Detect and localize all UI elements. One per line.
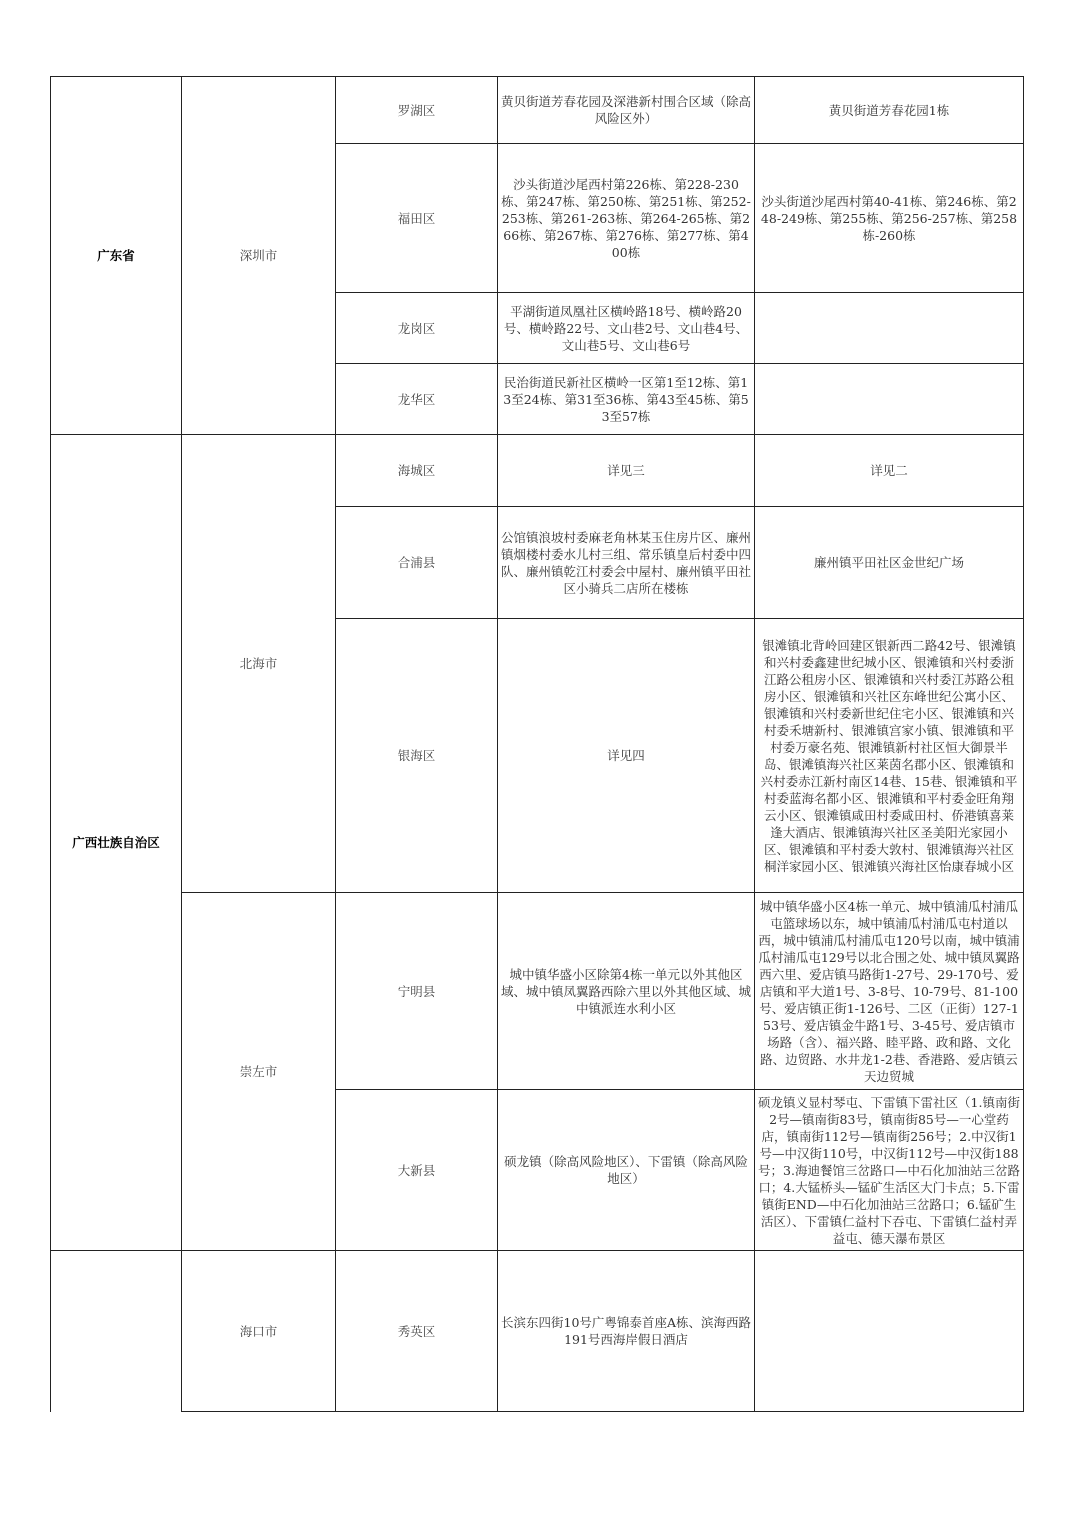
medium-risk-cell: 平湖街道凤凰社区横岭路18号、横岭路20号、横岭路22号、文山巷2号、文山巷4号、文山巷5号、文山巷6号 <box>498 293 755 364</box>
medium-risk-cell: 城中镇华盛小区除第4栋一单元以外其他区域、城中镇凤翼路西除六里以外其他区域、城中镇派连水利小区 <box>498 893 755 1090</box>
high-risk-cell: 详见二 <box>755 435 1024 507</box>
city-cell: 北海市 <box>182 435 336 893</box>
risk-area-table <box>50 76 1024 1412</box>
province-cell: 广西壮族自治区 <box>51 435 182 1251</box>
medium-risk-cell: 公馆镇浪坡村委麻老角林某玉住房片区、廉州镇烟楼村委水儿村三组、常乐镇皇后村委中四队、廉州镇乾江村委会中屋村、廉州镇平田社区小骑兵二店所在楼栋 <box>498 507 755 619</box>
table-row <box>51 1251 1024 1412</box>
medium-risk-cell: 民治街道民新社区横岭一区第1至12栋、第13至24栋、第31至36栋、第43至45栋、第53至57栋 <box>498 364 755 435</box>
district-cell: 龙岗区 <box>336 293 498 364</box>
high-risk-cell <box>755 364 1024 435</box>
medium-risk-cell: 黄贝街道芳春花园及深港新村围合区域（除高风险区外） <box>498 77 755 144</box>
district-cell: 宁明县 <box>336 893 498 1090</box>
table-row <box>51 893 1024 1090</box>
high-risk-cell: 黄贝街道芳春花园1栋 <box>755 77 1024 144</box>
medium-risk-cell: 长滨东四街10号广粤锦泰首座A栋、滨海西路191号西海岸假日酒店 <box>498 1251 755 1412</box>
city-cell: 崇左市 <box>182 893 336 1251</box>
city-cell: 深圳市 <box>182 77 336 435</box>
district-cell: 秀英区 <box>336 1251 498 1412</box>
province-cell: 广东省 <box>51 77 182 435</box>
high-risk-cell: 硕龙镇义显村琴屯、下雷镇下雷社区（1.镇南街2号—镇南街83号，镇南街85号—一心堂药店，镇南街112号—镇南街256号；2.中汉街1号—中汉街110号，中汉街112号—中汉街188号；3.海迪餐馆三岔路口—中石化加油站三岔路口；4.大锰桥头—锰矿生活区大门卡点；5.下雷镇街END—中石化加油站三岔路口；6.锰矿生活区）、下雷镇仁益村下吞屯、下雷镇仁益村弄益屯、德天瀑布景区 <box>755 1090 1024 1251</box>
district-cell: 银海区 <box>336 619 498 893</box>
high-risk-cell: 廉州镇平田社区金世纪广场 <box>755 507 1024 619</box>
table-row <box>51 77 1024 144</box>
medium-risk-cell: 硕龙镇（除高风险地区）、下雷镇（除高风险地区） <box>498 1090 755 1251</box>
table-row <box>51 435 1024 507</box>
district-cell: 合浦县 <box>336 507 498 619</box>
district-cell: 海城区 <box>336 435 498 507</box>
medium-risk-cell: 沙头街道沙尾西村第226栋、第228-230栋、第247栋、第250栋、第251栋、第252-253栋、第261-263栋、第264-265栋、第266栋、第267栋、第276栋、第277栋、第400栋 <box>498 144 755 293</box>
district-cell: 罗湖区 <box>336 77 498 144</box>
city-cell: 海口市 <box>182 1251 336 1412</box>
high-risk-cell: 城中镇华盛小区4栋一单元、城中镇浦瓜村浦瓜屯篮球场以东，城中镇浦瓜村浦瓜屯村道以西，城中镇浦瓜村浦瓜屯120号以南，城中镇浦瓜村浦瓜屯129号以北合围之处、城中镇凤翼路西六里、爱店镇马路街1-27号、29-170号、爱店镇和平大道1号、3-8号、10-79号、81-100号、爱店镇正街1-126号、二区（正街）127-153号、爱店镇金牛路1号、3-45号、爱店镇市场路（含）、福兴路、睦平路、政和路、文化路、边贸路、水井龙1-2巷、香港路、爱店镇云天边贸城 <box>755 893 1024 1090</box>
medium-risk-cell: 详见三 <box>498 435 755 507</box>
medium-risk-cell: 详见四 <box>498 619 755 893</box>
high-risk-cell: 沙头街道沙尾西村第40-41栋、第246栋、第248-249栋、第255栋、第256-257栋、第258栋-260栋 <box>755 144 1024 293</box>
high-risk-cell <box>755 1251 1024 1412</box>
district-cell: 大新县 <box>336 1090 498 1251</box>
district-cell: 龙华区 <box>336 364 498 435</box>
high-risk-cell: 银滩镇北背岭回建区银新西二路42号、银滩镇和兴村委鑫建世纪城小区、银滩镇和兴村委浙江路公租房小区、银滩镇和兴村委江苏路公租房小区、银滩镇和兴社区东峰世纪公寓小区、银滩镇和兴村委新世纪住宅小区、银滩镇和兴村委禾塘新村、银滩镇宫家小镇、银滩镇和平村委万豪名苑、银滩镇新村社区恒大御景半岛、银滩镇海兴社区莱茵名郡小区、银滩镇和兴村委赤江新村南区14巷、15巷、银滩镇和平村委蓝海名都小区、银滩镇和平村委金旺角翔云小区、银滩镇咸田村委咸田村、侨港镇喜莱逢大酒店、银滩镇海兴社区圣美阳光家园小区、银滩镇和平村委大敦村、银滩镇海兴社区桐洋家园小区、银滩镇兴海社区怡康春城小区 <box>755 619 1024 893</box>
province-cell <box>51 1251 182 1412</box>
district-cell: 福田区 <box>336 144 498 293</box>
high-risk-cell <box>755 293 1024 364</box>
